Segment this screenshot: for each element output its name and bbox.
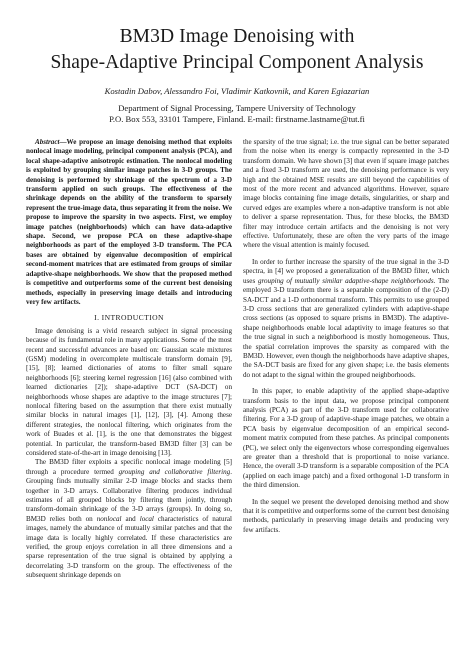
intro-p2-text-b: . Grouping finds mutually similar 2-D image blocks and stacks them together in 3-D arrays. Collaborative filtering produces individual estimates of all grouped blocks by filtering them jointly, through transform-domain shrinkage of the 3-D arrays (groups). In doing so, BM3D relies both on — [26, 467, 232, 523]
intro-p2-emphasis-nonlocal: nonlocal — [96, 514, 122, 523]
intro-p2-text-a: The BM3D filter exploits a specific nonlocal image modeling [5] through a procedure termed — [26, 458, 232, 476]
abstract-text: —We propose an image denoising method that exploits nonlocal image modeling, principal component analysis (PCA), and local shape-adaptive anisotropic estimation. The nonlocal modeling is exploited by grouping similar image patches in 3-D groups. The denoising is performed by shrinkage of the spectrum of a 3-D transform applied on such groups. The effectiveness of the shrinkage depends on the ability of the transform to sparsely represent the true-image data, thus separating it from the noise. We propose to improve the sparsity in two aspects. First, we employ image patches (neighborhoods) which can have data-adaptive shape. Second, we propose PCA on these adaptive-shape neighborhoods as part of the employed 3-D transform. The PCA bases are obtained by eigenvalue decomposition of empirical second-moment matrices that are estimated from groups of similar adaptive-shape neighborhoods. We show that the proposed method is competitive and outperforms some of the current best denoising methods, especially in preserving image details and introducing very few artifacts. — [26, 138, 232, 306]
right-paragraph-4: In the sequel we present the developed denoising method and show that it is competitive and outperforms some of the current best denoising methods, particularly in preserving image details and producing very few artifacts. — [243, 497, 449, 534]
abstract — [26, 138, 232, 307]
abstract-lead: Abstract — [35, 138, 60, 146]
right-paragraph-1: the sparsity of the true signal; i.e. the true signal can be better separated from the noise when its energy is compactly represented in the 3-D transform domain. We have shown [3] that even if square image patches and a fixed 3-D transform are used, the denoising performance is very high and the obtained MSE results are still beyond the capabilities of most of the more recent and advanced algorithms. However, square image blocks containing fine image details, singularities, or sharp and curved edges are examples where a non-adaptive transform is not able to deliver a sparse representation. Thus, for these blocks, the BM3D filter may introduce certain artifacts and the denoising is not very effective. Unfortunately, these are often the very parts of the image where the visual attention is mainly focused. — [243, 138, 449, 250]
affiliation-line-2: P.O. Box 553, 33101 Tampere, Finland. E-mail: firstname.lastname@tut.fi — [109, 114, 365, 124]
right-p2-text-b: . The employed 3-D transform there is a separable composition of the (2-D) SA-DCT and a 1-D orthonormal transform. This permits to use grouped 3-D cross sections that are generalized cylinders with adaptive-shape cross sections (as opposed to square prisms in BM3D). The adaptive-shape neighborhoods enable local adaptivity to image features so that the true signal in such a neighborhood is mostly homogeneous. Thus, the spatial correlation improves the sparsity as compared with the BM3D. However, even though the neighborhoods have adaptive shapes, the SA-DCT basis are fixed for any given shape; i.e. the basis elements do not adapt to the signal within the grouped neighborhoods. — [243, 276, 449, 379]
intro-p2-emphasis-local: local — [139, 514, 154, 523]
left-column — [26, 138, 232, 581]
section-heading-introduction: I. INTRODUCTION — [94, 313, 164, 323]
right-p2-emphasis: grouping of mutually similar adaptive-shape neighborhoods — [257, 276, 434, 285]
intro-p2-text-c: and — [121, 514, 140, 523]
right-column — [243, 138, 449, 535]
intro-p2-emphasis-grouping: grouping and collaborative filtering — [118, 467, 231, 476]
right-p2-text-a: In order to further increase the sparsity of the true signal in the 3-D spectra, in [4] we proposed a generalization of the BM3D filter, which uses — [243, 257, 449, 285]
affiliation — [20, 103, 454, 125]
intro-paragraph-1: Image denoising is a vivid research subject in signal processing because of its fundamental role in many applications. Some of the most recent and successful advances are based on: Gaussian scale mixtures (GSM) modeling in overcomplete multiscale transform domain [9], [15], [8]; learned dictionaries of atoms to filter small square neighborhoods [6]; steering kernel regression [16] (also combined with learned dictionaries [2]); shape-adaptive DCT (SA-DCT) on neighborhoods whose shapes are adaptive to the image structures [7]; nonlocal filtering based on the assumption that there exist mutually similar blocks in natural images [1], [12], [3], [4]. Among these different strategies, the nonlocal filtering, which originates from the work of Buades et al. [1], is the one that demonstrates the biggest potential. In particular, the transform-based BM3D filter [3] can be considered state-of-the-art in image denoising [13]. — [26, 326, 232, 457]
title-line-1: BM3D Image Denoising with — [119, 26, 355, 47]
intro-paragraph-2 — [26, 458, 232, 580]
author-list: Kostadin Dabov, Alessandro Foi, Vladimir Katkovnik, and Karen Egiazarian — [104, 86, 370, 96]
intro-p2-text-d: characteristics of natural images, namely the abundance of mutually similar patches and that the image data is locally highly correlated. If these characteristics are verified, the group enjoys correlation in all three dimensions and a sparse representation of the true signal is obtained by applying a decorrelating 3-D transform on the group. The effectiveness of the subsequent shrinkage depends on — [26, 514, 233, 580]
right-paragraph-3: In this paper, to enable adaptivity of the applied shape-adaptive transform basis to the input data, we propose principal component analysis (PCA) as part of the 3-D transform used for collaborative filtering. For a 3-D group of adaptive-shape image patches, we obtain a PCA basis by eigenvalue decomposition of an empirical second-moment matrix computed from these patches. As principal components (PC), we select only the eigenvectors whose corresponding eigenvalues are greater than a threshold that is proportional to noise variance. Hence, the overall 3-D transform is a separable composition of the PCA (applied on each image patch) and a fixed orthogonal 1-D transform in the third dimension. — [243, 387, 449, 490]
title-line-2: Shape-Adaptive Principal Component Analysis — [50, 52, 424, 73]
affiliation-line-1: Department of Signal Processing, Tampere University of Technology — [118, 103, 356, 113]
paper-title — [20, 24, 454, 76]
right-paragraph-2 — [243, 258, 449, 380]
